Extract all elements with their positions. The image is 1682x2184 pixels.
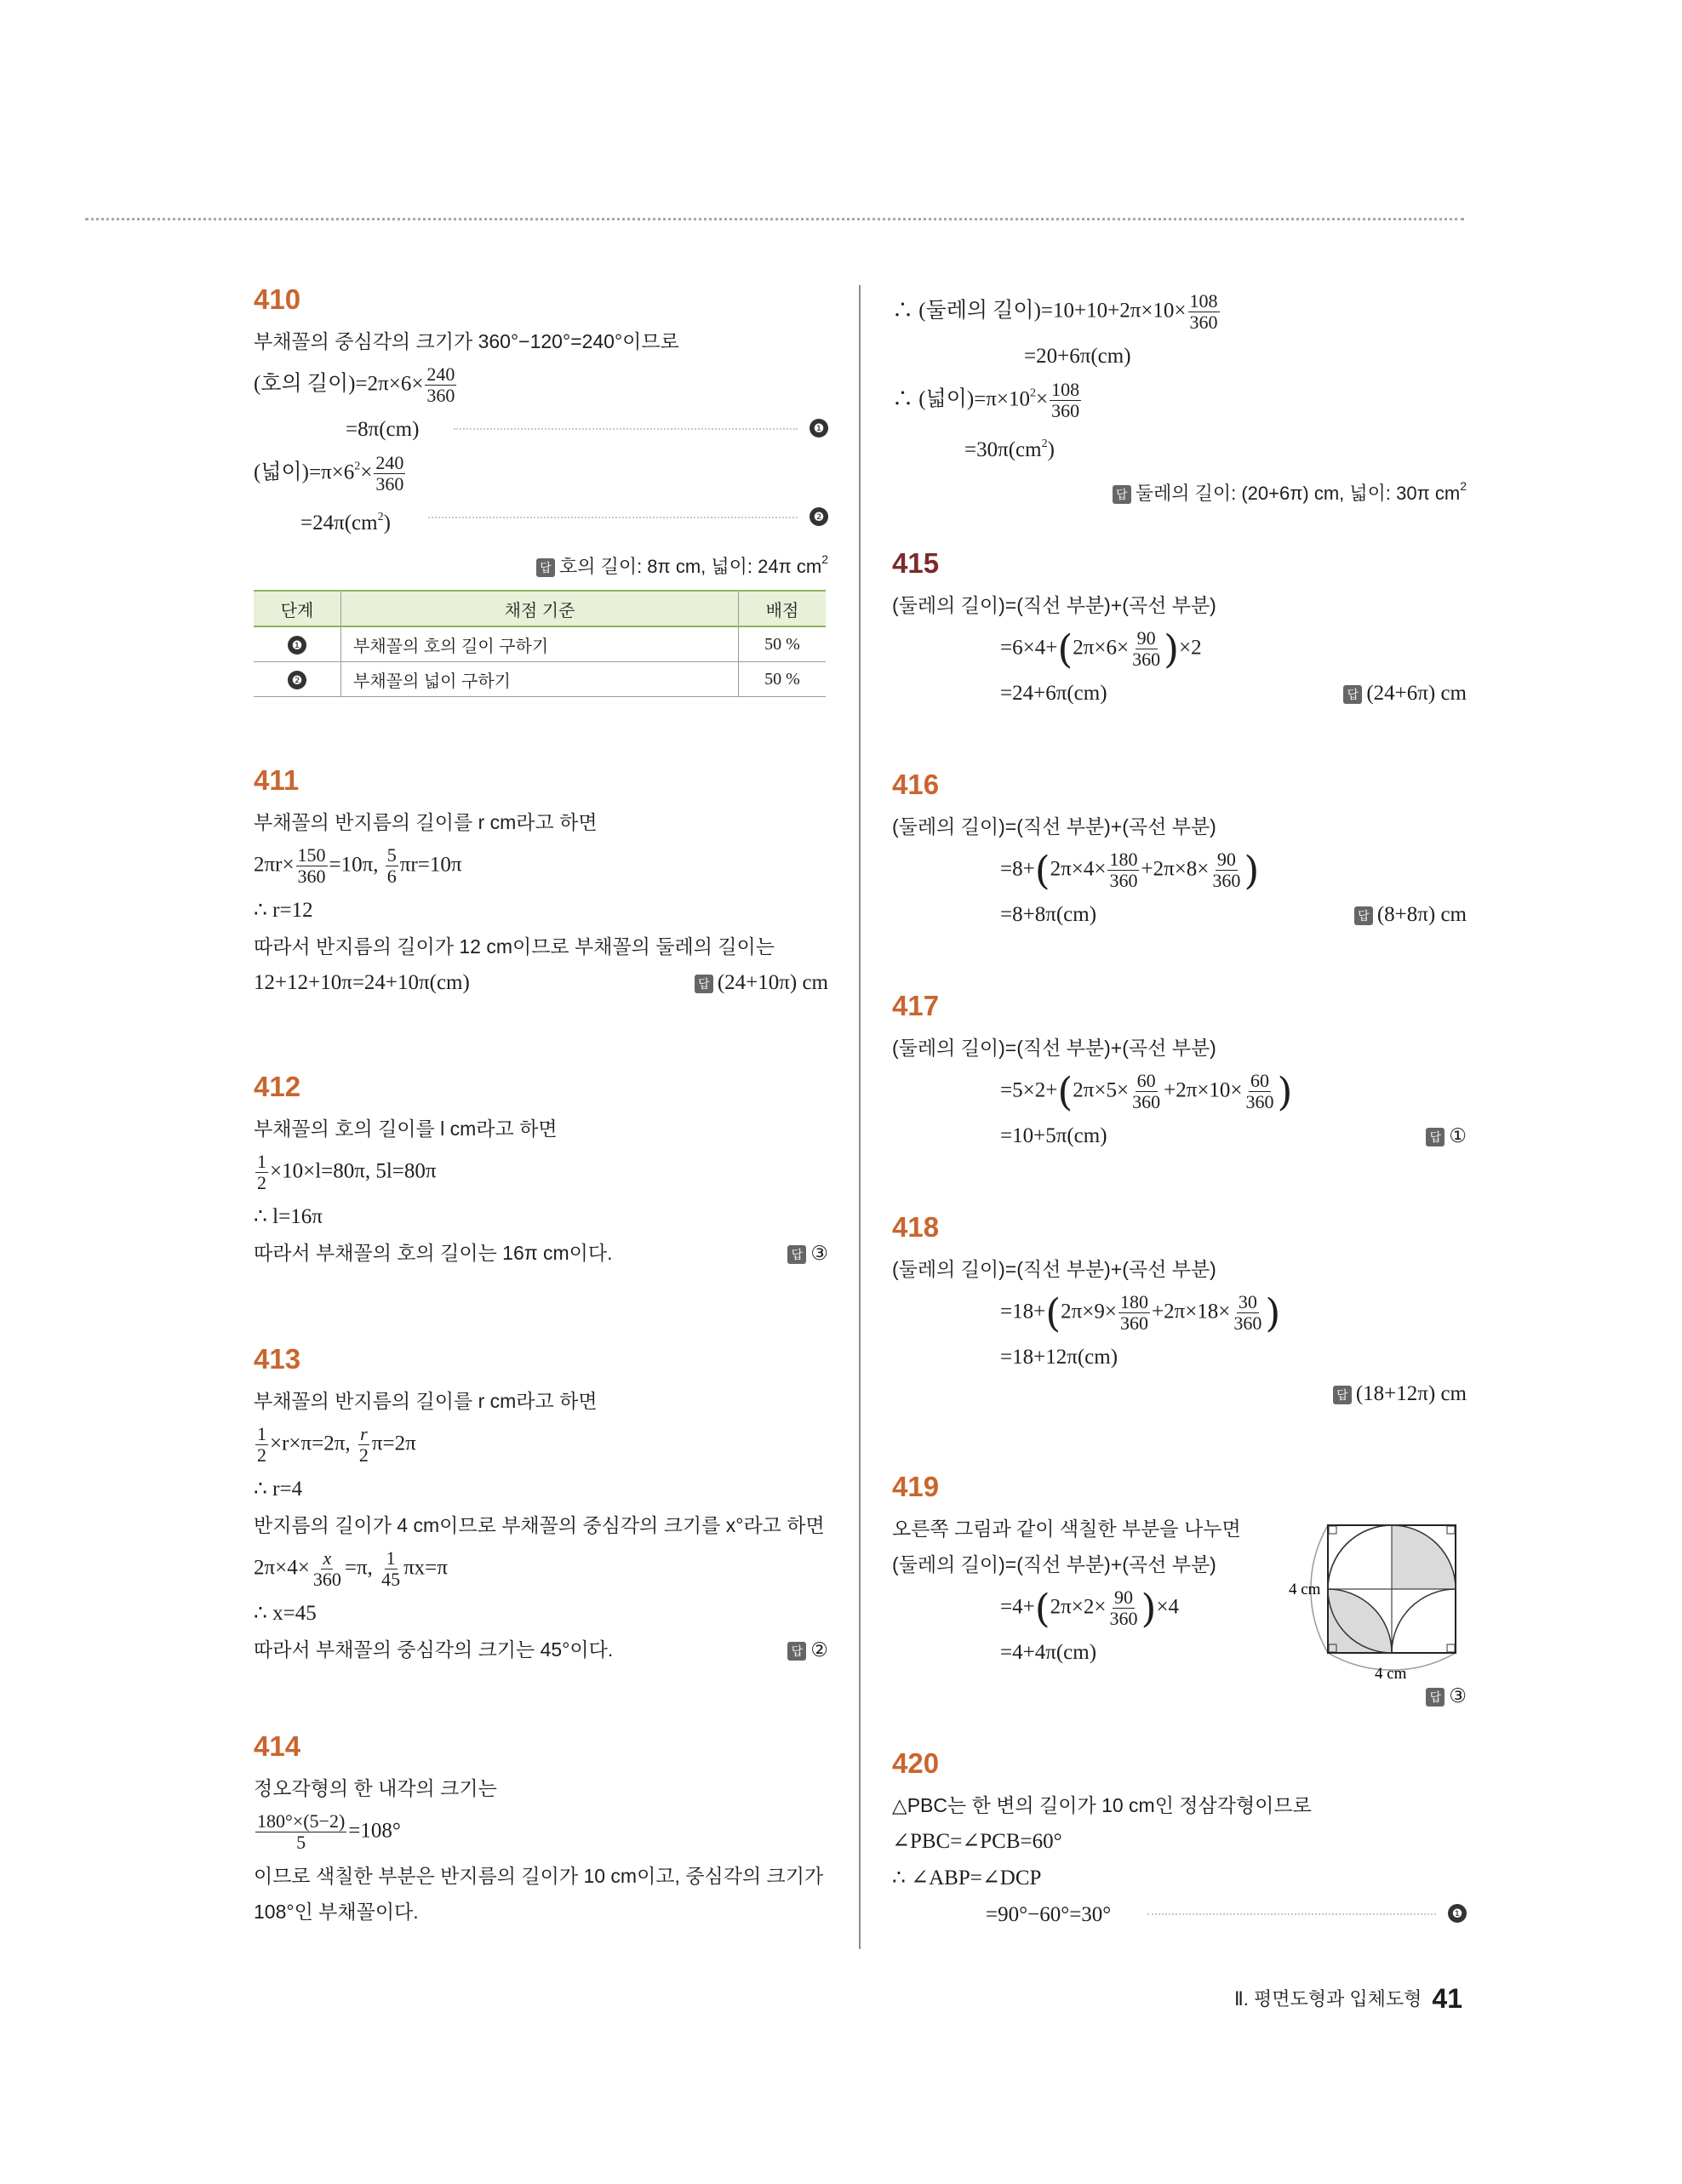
problem-412 [254, 1068, 828, 1276]
text: 108°인 부채꼴이다. [254, 1901, 419, 1923]
numerator: 5 [386, 844, 397, 866]
text: 부채꼴의 호의 길이를 l cm라고 하면 [254, 1118, 558, 1140]
cell: 부채꼴의 넓이 구하기 [341, 662, 739, 697]
denominator: 2 [257, 1444, 266, 1466]
equation: 2π×4× [1050, 857, 1107, 881]
equation: =18+12π(cm) [1000, 1346, 1118, 1369]
solution-line [892, 291, 1467, 333]
solution-line [254, 1775, 828, 1801]
numerator: 90 [1113, 1587, 1133, 1608]
superscript: 2 [354, 460, 361, 473]
solution-line [1000, 1289, 1467, 1336]
equation: ∴ r=4 [254, 1478, 303, 1501]
solution-line [254, 1424, 828, 1466]
header-cell: 채점 기준 [341, 591, 739, 626]
equation: 2π×5× [1073, 1078, 1130, 1102]
equation: 2πr× [254, 853, 295, 877]
text: △PBC는 한 변의 길이가 10 cm인 정삼각형이므로 [892, 1794, 1312, 1816]
paren-left: ( [1057, 626, 1073, 672]
problem-410 [254, 281, 828, 697]
text: 부채꼴의 반지름의 길이를 r cm라고 하면 [254, 811, 598, 833]
solution-line [254, 1476, 828, 1502]
fraction [1188, 291, 1220, 333]
solution-line [254, 969, 828, 996]
denominator: 360 [1132, 649, 1161, 670]
solution-line [892, 1792, 1467, 1818]
solution-line [254, 1811, 828, 1853]
equation: =π, [344, 1556, 379, 1580]
solution-line [254, 416, 828, 443]
numerator: 1 [257, 1423, 266, 1444]
solution-line [254, 1512, 828, 1538]
text: (둘레의 길이)=(직선 부분)+(곡선 부분) [892, 594, 1216, 616]
superscript: 2 [1460, 479, 1467, 493]
answer-icon: 답 [1333, 1386, 1352, 1404]
column-divider [859, 285, 861, 1949]
fraction [1050, 380, 1081, 421]
denominator: 360 [1119, 1312, 1148, 1334]
equation: =90°−60°=30° [986, 1903, 1112, 1926]
denominator: 360 [1245, 1091, 1274, 1112]
side-label-bottom: 4 cm [1375, 1665, 1407, 1683]
superscript: 2 [1041, 437, 1048, 450]
problem-420 [892, 1745, 1467, 1938]
answer-value: ① [1449, 1124, 1467, 1146]
equation: ×4 [1156, 1595, 1180, 1619]
problem-number: 415 [892, 547, 940, 579]
paren-left: ( [1045, 1289, 1061, 1336]
paren-left: ( [1057, 1068, 1073, 1115]
cell [254, 662, 341, 697]
solution-line [254, 934, 828, 959]
petal-figure [1284, 1519, 1471, 1698]
equation: × [1036, 387, 1049, 411]
equation: +2π×18× [1151, 1300, 1231, 1324]
answer-icon: 답 [787, 1245, 806, 1264]
problem-number: 420 [892, 1747, 940, 1779]
solution-line [254, 1637, 828, 1662]
fraction [1130, 1071, 1162, 1112]
solution-line [254, 1548, 828, 1590]
numerator: 180 [1109, 849, 1138, 870]
denominator: 360 [1132, 1091, 1161, 1112]
answer: 호의 길이: 8π cm, 넓이: 24π cm [558, 556, 822, 577]
equation: ∴ x=45 [254, 1602, 317, 1625]
fraction [312, 1548, 343, 1590]
answer-value: ② [810, 1638, 828, 1661]
problem-number: 414 [254, 1730, 301, 1762]
denominator: 360 [1109, 1608, 1138, 1629]
numerator: 1 [386, 1547, 396, 1569]
denominator: 360 [1109, 870, 1138, 891]
text: 정오각형의 한 내각의 크기는 [254, 1777, 497, 1799]
superscript: 2 [821, 552, 828, 566]
problem-418 [892, 1209, 1467, 1417]
paren-right: ) [1265, 1289, 1281, 1336]
equation: =20+6π(cm) [1024, 345, 1131, 368]
problem-number: 416 [892, 769, 940, 800]
step-marker: ❶ [288, 636, 306, 655]
cell: 부채꼴의 호의 길이 구하기 [341, 626, 739, 662]
cell: 50 % [739, 662, 827, 697]
answer-value: ③ [810, 1242, 828, 1264]
problem-417 [892, 987, 1467, 1159]
equation: ∴ (둘레의 길이)=10+10+2π×10× [892, 299, 1187, 323]
fraction [1118, 1292, 1150, 1334]
equation: =108° [348, 1819, 401, 1843]
fraction [1107, 1587, 1139, 1629]
answer-value: (8+8π) cm [1376, 903, 1467, 926]
text: (둘레의 길이)=(직선 부분)+(곡선 부분) [892, 1553, 1216, 1575]
equation: ∴ r=12 [254, 899, 313, 922]
text: 이므로 색칠한 부분은 반지름의 길이가 10 cm이고, 중심각의 크기가 [254, 1865, 824, 1887]
equation: (넓이)=π×6 [254, 460, 355, 484]
numerator: 240 [375, 452, 404, 473]
solution-line [892, 343, 1467, 369]
cell [254, 626, 341, 662]
equation: =30π(cm [964, 438, 1042, 461]
superscript: 2 [377, 511, 384, 523]
fraction [255, 1424, 268, 1466]
fraction [374, 453, 405, 495]
problem-416 [892, 766, 1467, 938]
answer-icon: 답 [1426, 1688, 1445, 1707]
problem-number: 411 [254, 764, 300, 796]
problem-number: 410 [254, 283, 301, 315]
solution-line [892, 814, 1467, 839]
solution-line [892, 1344, 1467, 1370]
table-row [254, 626, 826, 662]
answer [1354, 901, 1467, 928]
solution-line [254, 845, 828, 887]
answer-icon: 답 [536, 558, 555, 577]
solution-line [254, 505, 828, 536]
fraction [1244, 1071, 1276, 1112]
text: (둘레의 길이)=(직선 부분)+(곡선 부분) [892, 1037, 1216, 1059]
numerator: 30 [1238, 1291, 1257, 1312]
equation: =4+4π(cm) [1000, 1641, 1097, 1664]
equation: =8π(cm) [346, 418, 420, 441]
solution-line [892, 1901, 1467, 1928]
fraction [255, 1811, 346, 1853]
fraction [1232, 1292, 1263, 1334]
step-marker: ❶ [1448, 1904, 1467, 1923]
solution-line [892, 1123, 1467, 1149]
answer-icon: 답 [1354, 906, 1373, 925]
solution-line [1000, 628, 1467, 670]
equation: =18+ [1000, 1300, 1046, 1324]
equation: +2π×10× [1164, 1078, 1243, 1102]
page-number: 41 [1432, 1983, 1462, 2014]
problem-419 [892, 1468, 1467, 1718]
solution-line [254, 1899, 828, 1924]
paren-right: ) [1164, 626, 1180, 672]
answer-line [892, 1381, 1467, 1407]
page-footer [1234, 1983, 1462, 2015]
numerator: r [360, 1423, 368, 1444]
equation: πx=π [403, 1556, 448, 1580]
answer-line [892, 473, 1467, 506]
denominator: 2 [257, 1172, 266, 1193]
paren-left: ( [1034, 1585, 1050, 1632]
solution-line [1000, 1068, 1467, 1115]
numerator: 180 [1119, 1291, 1148, 1312]
problem-number: 413 [254, 1343, 301, 1375]
equation: ) [383, 512, 391, 535]
fraction [1107, 849, 1139, 891]
fraction [380, 1548, 402, 1590]
denominator: 360 [1212, 870, 1241, 891]
numerator: 240 [426, 363, 455, 385]
leader-dots [1147, 1913, 1436, 1915]
solution-line [892, 1828, 1467, 1855]
leader-dots [454, 428, 798, 430]
text: 반지름의 길이가 4 cm이므로 부채꼴의 중심각의 크기를 x°라고 하면 [254, 1514, 825, 1536]
problem-number: 412 [254, 1071, 301, 1102]
equation: =24π(cm [300, 512, 378, 535]
problem-414-continued [892, 281, 1467, 517]
answer [787, 1637, 828, 1662]
solution-line [254, 1600, 828, 1627]
answer-value: (24+10π) cm [717, 971, 828, 994]
text: 부채꼴의 중심각의 크기가 360°−120°=240°이므로 [254, 330, 679, 352]
solution-line [892, 432, 1467, 463]
fraction [296, 845, 328, 887]
answer [1426, 1123, 1467, 1148]
answer-icon: 답 [1426, 1128, 1445, 1146]
numerator: 90 [1216, 849, 1236, 870]
step-marker: ❷ [288, 671, 306, 689]
fraction [358, 1424, 370, 1466]
problem-414 [254, 1728, 828, 1935]
denominator: 360 [1051, 400, 1080, 421]
leader-dots [428, 517, 798, 518]
answer: 둘레의 길이: (20+6π) cm, 넓이: 30π cm [1135, 483, 1461, 504]
answer-value: (24+6π) cm [1366, 682, 1467, 705]
step-marker: ❶ [810, 419, 828, 437]
answer-icon: 답 [1113, 485, 1131, 504]
solution-line [254, 453, 828, 495]
answer [695, 969, 828, 996]
solution-line [892, 380, 1467, 421]
denominator: 360 [312, 1569, 341, 1590]
step-marker: ❷ [810, 507, 828, 526]
equation: ×10×l=80π, 5l=80π [270, 1159, 437, 1183]
numerator: 108 [1189, 290, 1218, 312]
solution-line [1000, 847, 1467, 894]
paren-right: ) [1141, 1585, 1157, 1632]
denominator: 5 [296, 1832, 306, 1853]
problem-413 [254, 1341, 828, 1672]
solution-line [254, 1240, 828, 1266]
equation: ∴ ∠ABP=∠DCP [892, 1867, 1042, 1890]
numerator: 60 [1250, 1070, 1270, 1091]
top-dotted-rule [85, 218, 1464, 220]
denominator: 360 [375, 473, 404, 495]
problem-411 [254, 762, 828, 1006]
fraction [425, 364, 456, 406]
denominator: 360 [297, 866, 326, 887]
equation: π=2π [371, 1432, 416, 1455]
equation: 2π×6× [1073, 636, 1130, 660]
equation: 2π×4× [254, 1556, 310, 1580]
solution-line [254, 1388, 828, 1414]
solution-line [254, 1116, 828, 1141]
equation: =8+ [1000, 857, 1035, 881]
equation: ×2 [1179, 636, 1202, 660]
superscript: 2 [1030, 386, 1037, 400]
equation: +2π×8× [1141, 857, 1210, 881]
header-cell: 배점 [739, 591, 827, 626]
equation: 2π×2× [1050, 1595, 1107, 1619]
solution-line [254, 1152, 828, 1193]
equation: =6×4+ [1000, 636, 1058, 660]
equation: =10+5π(cm) [1000, 1124, 1107, 1147]
paren-left: ( [1034, 847, 1050, 894]
fraction [1130, 628, 1162, 670]
text: 부채꼴의 반지름의 길이를 r cm라고 하면 [254, 1390, 598, 1412]
denominator: 360 [426, 385, 455, 406]
fraction [386, 845, 398, 887]
paren-right: ) [1244, 847, 1260, 894]
solution-line [254, 1863, 828, 1889]
solution-line [254, 809, 828, 835]
equation: =4+ [1000, 1595, 1035, 1619]
denominator: 360 [1189, 312, 1218, 333]
equation: ∠PBC=∠PCB=60° [892, 1830, 1062, 1853]
table-header [254, 591, 826, 626]
denominator: 2 [358, 1444, 369, 1466]
text: (둘레의 길이)=(직선 부분)+(곡선 부분) [892, 1258, 1216, 1280]
denominator: 360 [1233, 1312, 1262, 1334]
grading-table [254, 590, 826, 697]
problem-number: 418 [892, 1211, 940, 1243]
solution-line [892, 1256, 1467, 1282]
equation: ×r×π=2π, [270, 1432, 356, 1455]
text: 따라서 부채꼴의 호의 길이는 16π cm이다. [254, 1242, 613, 1264]
equation: =8+8π(cm) [1000, 903, 1097, 926]
denominator: 45 [381, 1569, 401, 1590]
solution-line [892, 901, 1467, 928]
text: 오른쪽 그림과 같이 색칠한 부분을 나누면 [892, 1518, 1241, 1540]
answer-icon: 답 [1343, 685, 1362, 704]
cell: 50 % [739, 626, 827, 662]
solution-line [254, 1203, 828, 1230]
equation: =24+6π(cm) [1000, 682, 1107, 705]
text: 따라서 부채꼴의 중심각의 크기는 45°이다. [254, 1638, 614, 1661]
equation: 12+12+10π=24+10π(cm) [254, 971, 470, 994]
answer-icon: 답 [787, 1642, 806, 1661]
side-label-left: 4 cm [1289, 1581, 1321, 1598]
equation: ∴ l=16π [254, 1205, 323, 1228]
equation: =10π, [329, 853, 384, 877]
equation: πr=10π [399, 853, 462, 877]
header-cell: 단계 [254, 591, 341, 626]
answer-value: (18+12π) cm [1355, 1382, 1467, 1405]
equation: ) [1047, 438, 1055, 461]
answer-value: ③ [1449, 1684, 1467, 1707]
denominator: 6 [386, 866, 397, 887]
solution-line [892, 680, 1467, 706]
section-title: Ⅱ. 평면도형과 입체도형 [1233, 1988, 1422, 2010]
equation: =5×2+ [1000, 1078, 1058, 1102]
answer-icon: 답 [695, 975, 713, 993]
fraction [1210, 849, 1242, 891]
solution-line [254, 897, 828, 923]
text: 따라서 반지름의 길이가 12 cm이므로 부채꼴의 둘레의 길이는 [254, 935, 775, 958]
solution-line [254, 329, 828, 354]
answer [787, 1240, 828, 1266]
problem-415 [892, 545, 1467, 717]
numerator: 108 [1051, 379, 1080, 400]
solution-line [254, 364, 828, 406]
text: (둘레의 길이)=(직선 부분)+(곡선 부분) [892, 815, 1216, 838]
equation: ∴ (넓이)=π×10 [892, 387, 1031, 411]
solution-line [892, 1865, 1467, 1891]
fraction [255, 1152, 268, 1193]
equation: (호의 길이)=2π×6× [254, 372, 424, 396]
paren-right: ) [1277, 1068, 1293, 1115]
numerator: x [323, 1547, 332, 1569]
numerator: 150 [297, 844, 326, 866]
problem-number: 417 [892, 990, 940, 1021]
problem-number: 419 [892, 1471, 940, 1502]
numerator: 90 [1136, 627, 1156, 649]
numerator: 180°×(5−2) [257, 1810, 346, 1832]
table-row [254, 662, 826, 697]
answer-line [254, 546, 828, 580]
numerator: 1 [257, 1151, 266, 1172]
equation: 2π×9× [1061, 1300, 1117, 1324]
solution-line [892, 1035, 1467, 1061]
equation: × [360, 460, 373, 484]
answer [1343, 680, 1467, 706]
numerator: 60 [1136, 1070, 1156, 1091]
solution-line [892, 592, 1467, 618]
